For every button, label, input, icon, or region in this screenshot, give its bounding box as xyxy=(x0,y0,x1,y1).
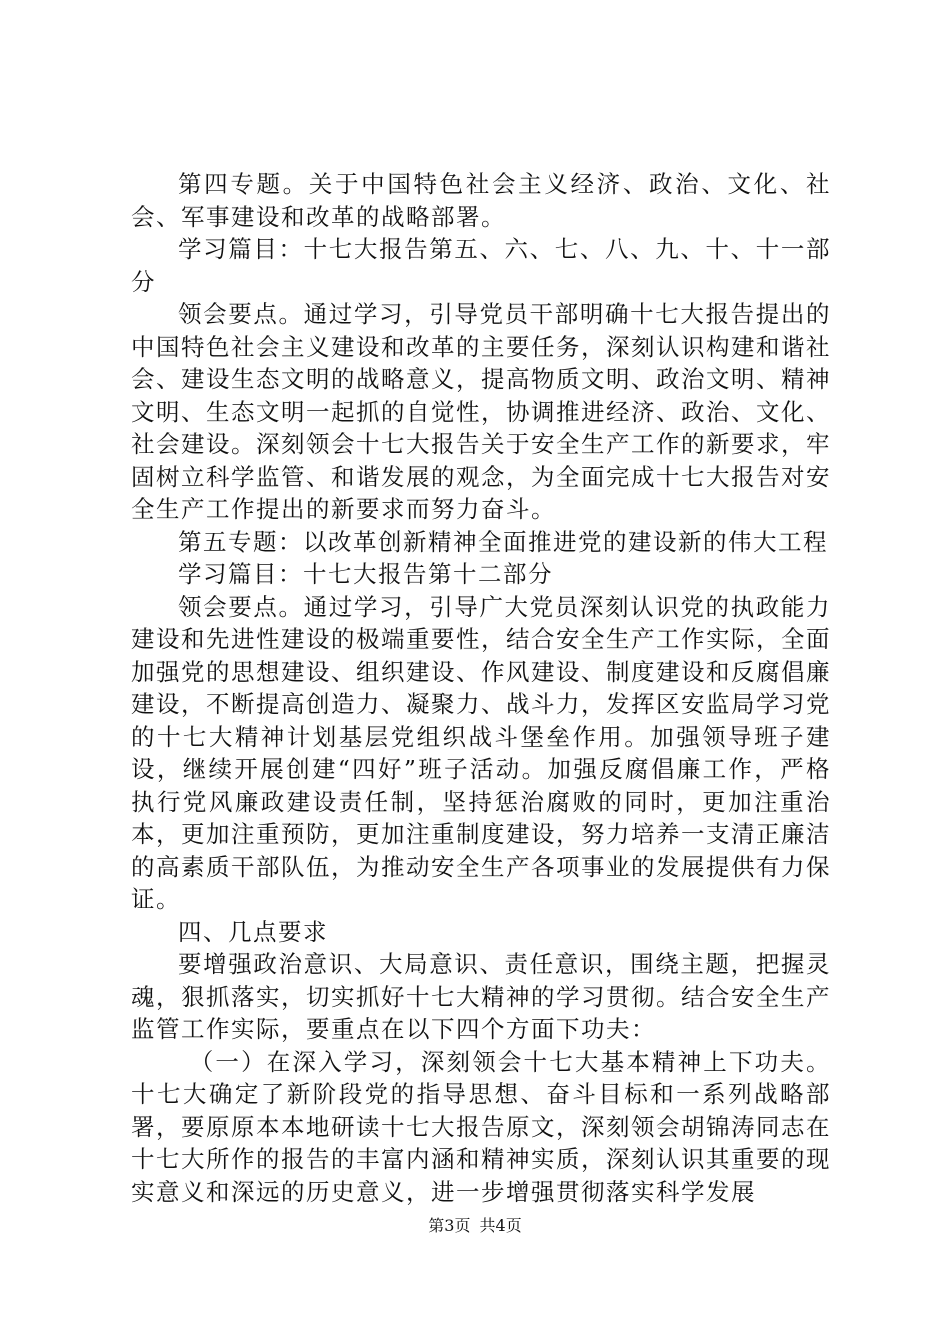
page-total: 共4页 xyxy=(479,1216,522,1235)
paragraph-topic-four: 第四专题。关于中国特色社会主义经济、政治、文化、社会、军事建设和改革的战略部署。 xyxy=(131,170,831,231)
document-body xyxy=(131,168,831,1208)
page-footer xyxy=(0,1216,950,1236)
section-heading-requirements: 四、几点要求 xyxy=(178,917,328,946)
paragraph-requirement-one: （一）在深入学习，深刻领会十七大基本精神上下功夫。十七大确定了新阶段党的指导思想、奋斗目标和一系列战略部署，要原原本本地研读十七大报告原文，深刻领会胡锦涛同志在十七大所作的报告的丰富内涵和精神实质，深刻认识其重要的现实意义和深远的历史意义，进一步增强贯彻落实科学发展 xyxy=(131,1047,831,1206)
page-number: 第3页 xyxy=(428,1216,471,1235)
paragraph-study-items-four: 学习篇目：十七大报告第五、六、七、八、九、十、十一部分 xyxy=(131,235,831,296)
paragraph-requirements-intro: 要增强政治意识、大局意识、责任意识，围绕主题，把握灵魂，狠抓落实，切实抓好十七大精神的学习贯彻。结合安全生产监管工作实际，要重点在以下四个方面下功夫： xyxy=(131,950,831,1043)
paragraph-key-points-five: 领会要点。通过学习，引导广大党员深刻认识党的执政能力建设和先进性建设的极端重要性，结合安全生产工作实际，全面加强党的思想建设、组织建设、作风建设、制度建设和反腐倡廉建设，不断提高创造力、凝聚力、战斗力，发挥区安监局学习党的十七大精神计划基层党组织战斗堡垒作用。加强领导班子建设，继续开展创建“四好”班子活动。加强反腐倡廉工作，严格执行党风廉政建设责任制，坚持惩治腐败的同时，更加注重治本，更加注重预防，更加注重制度建设，努力培养一支清正廉洁的高素质干部队伍，为推动安全生产各项事业的发展提供有力保证。 xyxy=(131,592,831,913)
paragraph-study-items-five: 学习篇目：十七大报告第十二部分 xyxy=(178,560,553,588)
paragraph-key-points-four: 领会要点。通过学习，引导党员干部明确十七大报告提出的中国特色社会主义建设和改革的主要任务，深刻认识构建和谐社会、建设生态文明的战略意义，提高物质文明、政治文明、精神文明、生态文明一起抓的自觉性，协调推进经济、政治、文化、社会建设。深刻领会十七大报告关于安全生产工作的新要求，牢固树立科学监管、和谐发展的观念，为全面完成十七大报告对安全生产工作提出的新要求而努力奋斗。 xyxy=(131,300,831,523)
paragraph-topic-five: 第五专题：以改革创新精神全面推进党的建设新的伟大工程 xyxy=(178,527,828,556)
